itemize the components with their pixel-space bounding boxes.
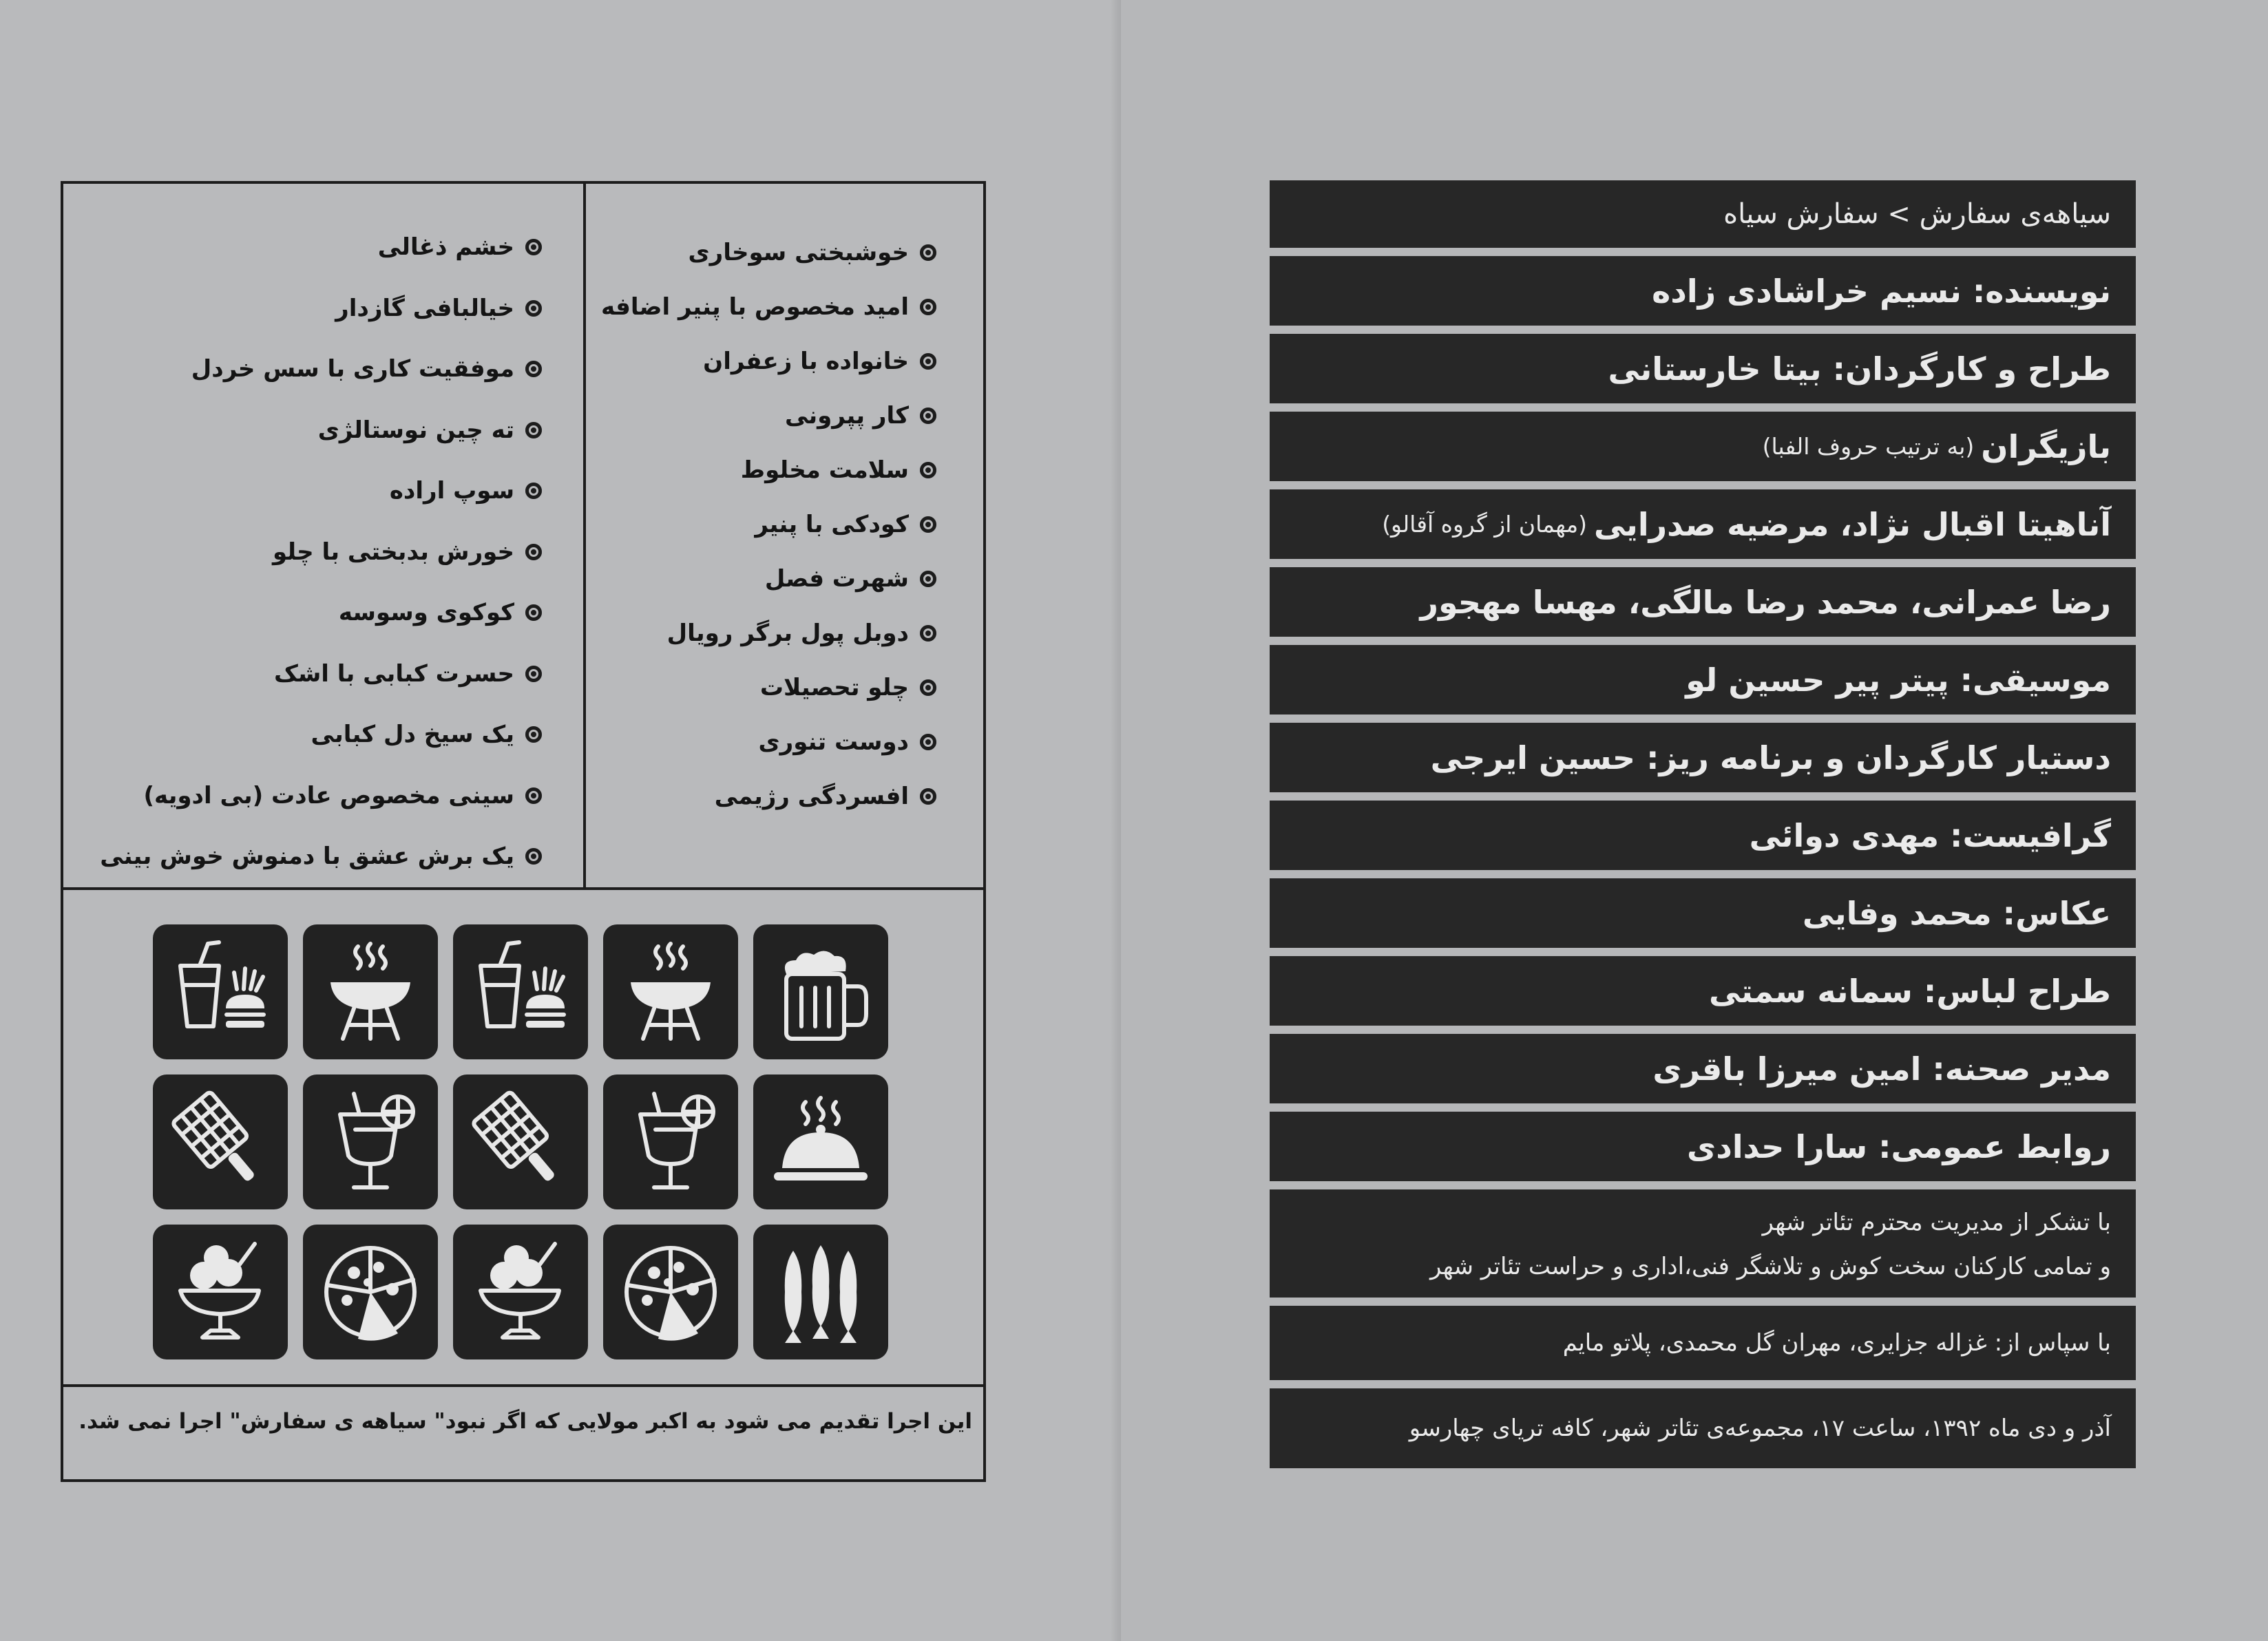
menu-item: [63, 704, 583, 765]
grill-basket-icon: [453, 1074, 588, 1209]
bullet-icon: [525, 726, 542, 743]
bullet-icon: [920, 734, 936, 750]
ice-cream-sundae-icon: [453, 1225, 588, 1359]
menu-item-label: سوپ اراده: [389, 477, 514, 505]
serving-cloche-icon-glyph: [766, 1087, 876, 1197]
credit-music: موسیقی: پیتر پیر حسین لو: [1270, 645, 2136, 714]
menu-column-right: [583, 184, 983, 887]
menu-item: [63, 460, 583, 522]
credit-writer: نویسنده: نسیم خراشادی زاده: [1270, 256, 2136, 326]
beer-mug-icon-glyph: [766, 937, 876, 1047]
bullet-icon: [525, 239, 542, 255]
menu-item: [63, 217, 583, 278]
menu-item: [586, 714, 983, 769]
fish-icon-glyph: [766, 1237, 876, 1347]
bullet-icon: [920, 625, 936, 642]
menu-column-left: [63, 184, 583, 887]
barbecue-grill-icon: [303, 924, 438, 1059]
menu-item: [63, 582, 583, 644]
drink-and-burger-icon: [453, 924, 588, 1059]
menu-item-label: خانواده با زعفران: [703, 347, 909, 375]
menu-item: [63, 765, 583, 827]
credit-graphic: گرافیست: مهدی دوائی: [1270, 801, 2136, 870]
menu-item-label: افسردگی رژیمی: [714, 782, 909, 810]
cocktail-glass-icon: [303, 1074, 438, 1209]
menu-item: [586, 660, 983, 714]
thanks-line-1: با تشکر از مدیریت محترم تئاتر شهر: [1762, 1208, 2111, 1236]
menu-item: [63, 400, 583, 461]
menu-item: [586, 334, 983, 388]
menu-item: [586, 388, 983, 443]
barbecue-grill-icon-glyph: [315, 937, 426, 1047]
right-page: [1121, 0, 2268, 1641]
menu-divider: [63, 887, 983, 890]
menu-item-label: دوست تنوری: [758, 728, 909, 756]
credit-assistant-director: دستیار کارگردان و برنامه ریز: حسین ایرجی: [1270, 723, 2136, 792]
ice-cream-sundae-icon-glyph: [465, 1237, 576, 1347]
bullet-icon: [525, 300, 542, 317]
credit-cast-heading: [1270, 412, 2136, 481]
food-icon-grid: [153, 924, 896, 1359]
fish-icon: [753, 1225, 888, 1359]
pizza-icon: [603, 1225, 738, 1359]
menu-item-label: ته چین نوستالژی: [317, 416, 514, 444]
credit-designer-director: طراح و کارگردان: بیتا خارستانی: [1270, 334, 2136, 403]
cast-note: (به ترتیب حروف الفبا): [1762, 433, 1975, 460]
pizza-icon: [303, 1225, 438, 1359]
bullet-icon: [920, 788, 936, 805]
drink-and-burger-icon-glyph: [465, 937, 576, 1047]
bullet-icon: [920, 516, 936, 533]
menu-item: [63, 644, 583, 705]
menu-item-label: حسرت کبابی با اشک: [274, 659, 514, 688]
pizza-icon-glyph: [616, 1237, 726, 1347]
credit-acknowledgement: با سپاس از: غزاله جزایری، مهران گل محمدی، پلاتو مایم: [1270, 1306, 2136, 1380]
credit-cast-line-2: رضا عمرانی، محمد رضا مالگی، مهسا مهجور: [1270, 567, 2136, 637]
credit-thanks: [1270, 1189, 2136, 1298]
menu-item: [586, 443, 983, 497]
serving-cloche-icon: [753, 1074, 888, 1209]
dedication-divider: [63, 1384, 983, 1387]
menu-item: [586, 606, 983, 660]
menu-item-label: سلامت مخلوط: [740, 456, 909, 484]
dedication-text: این اجرا تقدیم می شود به اکبر مولایی که اگر نبود" سیاهه ی سفارش" اجرا نمی شد.: [78, 1409, 972, 1434]
bullet-icon: [920, 571, 936, 587]
menu-item: [586, 497, 983, 551]
menu-item-label: چلو تحصیلات: [759, 673, 909, 701]
cocktail-glass-icon-glyph: [315, 1087, 426, 1197]
grill-basket-icon: [153, 1074, 288, 1209]
thanks-line-2: و تمامی کارکنان سخت کوش و تلاشگر فنی،اداری و حراست تئاتر شهر: [1430, 1252, 2111, 1280]
barbecue-grill-icon-glyph: [616, 937, 726, 1047]
cocktail-glass-icon: [603, 1074, 738, 1209]
menu-item-label: یک برش عشق با دمنوش خوش بینی: [100, 843, 514, 871]
grill-basket-icon-glyph: [165, 1087, 275, 1197]
menu-item: [63, 278, 583, 339]
credit-cast-line-1: [1270, 489, 2136, 559]
cocktail-glass-icon-glyph: [616, 1087, 726, 1197]
menu-item: [586, 551, 983, 606]
menu-item-label: موفقیت کاری با سس خردل: [191, 355, 514, 383]
bullet-icon: [525, 848, 542, 865]
grill-basket-icon-glyph: [465, 1087, 576, 1197]
credits-title: سیاهه‌ی سفارش > سفارش سیاه: [1270, 180, 2136, 248]
cast-line-1-names: آناهیتا اقبال نژاد، مرضیه صدرایی: [1594, 505, 2111, 543]
credit-photographer: عکاس: محمد وفایی: [1270, 878, 2136, 948]
bullet-icon: [525, 422, 542, 438]
menu-item-label: کوکوی وسوسه: [338, 599, 514, 627]
bullet-icon: [920, 353, 936, 370]
menu-item: [586, 769, 983, 823]
credit-public-relations: روابط عمومی: سارا حدادی: [1270, 1112, 2136, 1181]
menu-item-label: یک سیخ دل کبابی: [311, 721, 514, 749]
credits-list: [1270, 180, 2136, 1476]
menu-item: [63, 826, 583, 887]
credit-costume: طراح لباس: سمانه سمتی: [1270, 956, 2136, 1026]
cast-label: بازیگران: [1981, 427, 2111, 465]
bullet-icon: [525, 666, 542, 682]
menu-item-label: کودکی با پنیر: [755, 510, 909, 538]
barbecue-grill-icon: [603, 924, 738, 1059]
menu-item-label: خورش بدبختی با چلو: [272, 538, 514, 566]
menu-item: [586, 279, 983, 334]
menu-item-label: خیالبافی گازدار: [335, 294, 514, 322]
menu-item-label: خشم ذغالی: [377, 233, 514, 262]
credit-stage-manager: مدیر صحنه: امین میرزا باقری: [1270, 1034, 2136, 1103]
menu-item-label: سینی مخصوص عادت (بی ادویه): [143, 781, 514, 809]
menu-item-label: کار پپرونی: [784, 401, 909, 430]
bullet-icon: [525, 604, 542, 621]
menu-item: [63, 522, 583, 583]
beer-mug-icon: [753, 924, 888, 1059]
menu-item-label: خوشبختی سوخاری: [688, 238, 909, 266]
bullet-icon: [920, 244, 936, 261]
menu-item-label: دوبل پول برگر رویال: [666, 619, 909, 647]
bullet-icon: [525, 544, 542, 560]
credit-schedule: آذر و دی ماه ۱۳۹۲، ساعت ۱۷، مجموعه‌ی تئاتر شهر، کافه تریای چهارسو: [1270, 1388, 2136, 1468]
bullet-icon: [920, 407, 936, 424]
cast-line-1-note: (مهمان از گروه آقالو): [1382, 511, 1588, 538]
menu-item: [586, 225, 983, 279]
drink-and-burger-icon: [153, 924, 288, 1059]
menu-item: [63, 339, 583, 400]
ice-cream-sundae-icon-glyph: [165, 1237, 275, 1347]
bullet-icon: [920, 679, 936, 696]
ice-cream-sundae-icon: [153, 1225, 288, 1359]
menu-item-label: امید مخصوص با پنیر اضافه: [600, 293, 909, 321]
bullet-icon: [525, 483, 542, 499]
bullet-icon: [920, 462, 936, 478]
bullet-icon: [525, 361, 542, 377]
menu-item-label: شهرت فصل: [764, 564, 909, 593]
pizza-icon-glyph: [315, 1237, 426, 1347]
bullet-icon: [920, 299, 936, 315]
left-page: [0, 0, 1121, 1641]
drink-and-burger-icon-glyph: [165, 937, 275, 1047]
bullet-icon: [525, 787, 542, 804]
menu-frame: [61, 181, 986, 1482]
